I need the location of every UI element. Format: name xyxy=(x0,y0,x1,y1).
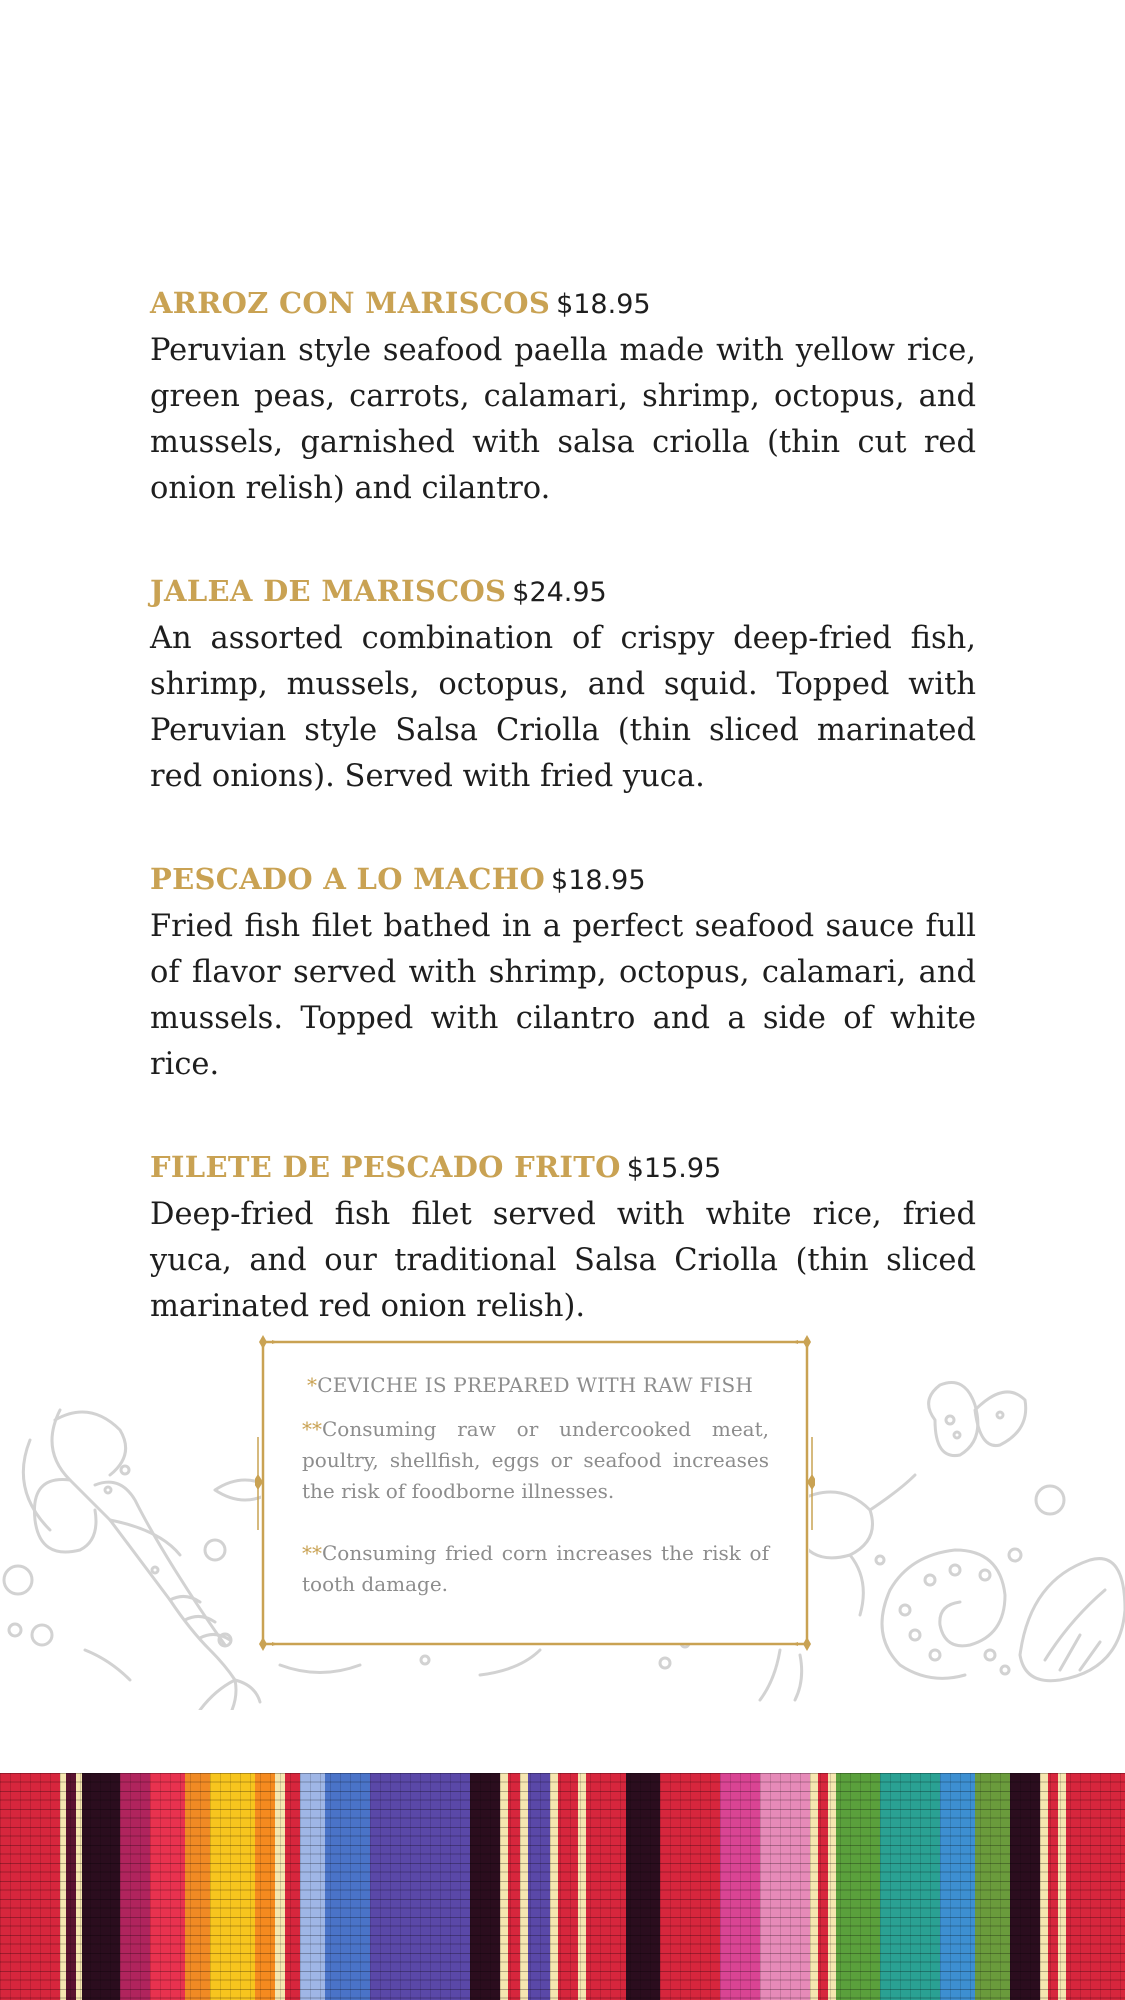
dish-description: Fried fish filet bathed in a perfect seafood sauce full of flavor served with shrimp, octopus, calamari, and mussels. Topped with cilantro and a side of white rice. xyxy=(150,909,976,1082)
notice-box xyxy=(302,1370,769,1631)
dish-header xyxy=(150,280,976,328)
asterisk-mark: * xyxy=(307,1373,318,1397)
serape-stripe-border xyxy=(0,1773,1125,2000)
menu-item xyxy=(150,856,976,1088)
warning-body: Consuming raw or undercooked meat, poultry, shellfish, eggs or seafood increases the risk of foodborne illnesses. xyxy=(302,1417,769,1503)
seaweed-icon xyxy=(280,1665,360,1673)
dish-price: $18.95 xyxy=(556,289,651,320)
warning-body: Consuming fried corn increases the risk of tooth damage. xyxy=(302,1541,769,1596)
dish-name: PESCADO A LO MACHO xyxy=(150,862,546,896)
dish-description: Deep-fried fish filet served with white rice, fried yuca, and our traditional Salsa Criolla (thin sliced marinated red onion relish). xyxy=(150,1197,976,1324)
warning-text xyxy=(302,1538,769,1600)
double-asterisk-mark: ** xyxy=(302,1417,322,1441)
dish-price: $15.95 xyxy=(626,1153,722,1184)
fish-icon xyxy=(1020,1559,1125,1681)
dish-description: An assorted combination of crispy deep-fried fish, shrimp, mussels, octopus, and squid. Topped with Peruvian style Salsa Criolla (thin sliced marinated red onions). Served with fried yuca. xyxy=(150,621,976,794)
dish-price: $24.95 xyxy=(512,577,607,608)
dish-name: FILETE DE PESCADO FRITO xyxy=(150,1150,621,1184)
bubble-icon xyxy=(421,1656,429,1664)
dish-price: $18.95 xyxy=(551,865,646,896)
dish-name: JALEA DE MARISCOS xyxy=(150,574,507,608)
menu-item xyxy=(150,568,976,800)
mussel-icon xyxy=(929,1383,1064,1562)
octopus-tentacle-icon xyxy=(876,1550,1009,1678)
dish-header xyxy=(150,1144,976,1192)
bubbles-icon xyxy=(4,1540,231,1646)
seaweed-icon xyxy=(480,1650,540,1675)
bubble-icon xyxy=(660,1658,670,1668)
lobster-icon xyxy=(23,1410,260,1710)
dish-name: ARROZ CON MARISCOS xyxy=(150,286,551,320)
menu-item xyxy=(150,280,976,512)
warning-text xyxy=(302,1414,769,1507)
menu-list xyxy=(150,280,976,1386)
dish-header xyxy=(150,856,976,904)
dish-header xyxy=(150,568,976,616)
notice-title xyxy=(307,1370,769,1401)
double-asterisk-mark: ** xyxy=(302,1541,322,1565)
menu-item xyxy=(150,1144,976,1330)
dish-description: Peruvian style seafood paella made with yellow rice, green peas, carrots, calamari, shrimp, octopus, and mussels, garnished with salsa criolla (thin cut red onion relish) and cilantro. xyxy=(150,333,976,506)
notice-title-text: CEVICHE IS PREPARED WITH RAW FISH xyxy=(317,1373,754,1397)
